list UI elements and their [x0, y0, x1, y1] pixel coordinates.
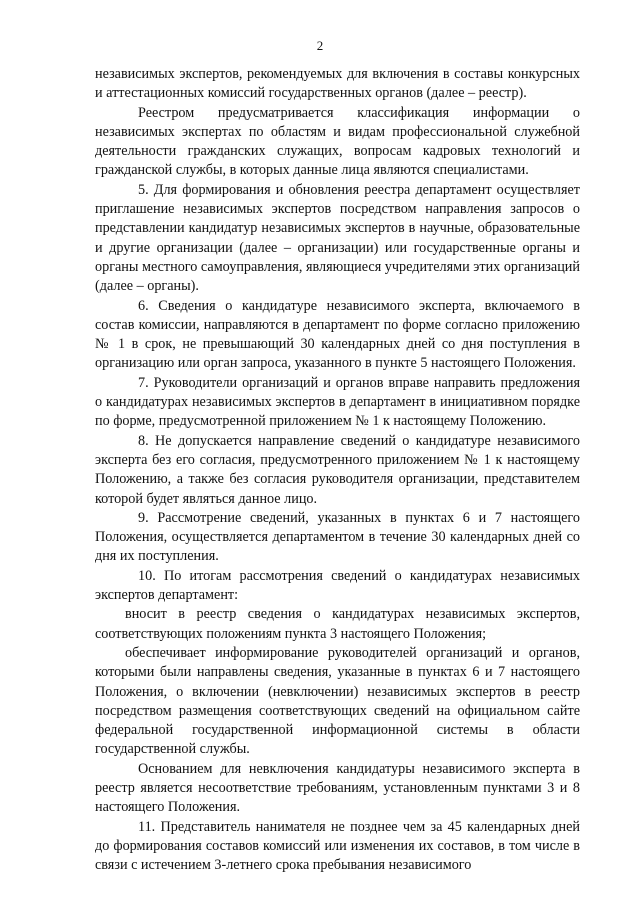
- paragraph-item-10: 10. По итогам рассмотрения сведений о кандидатурах независимых экспертов департамент:: [95, 567, 580, 604]
- paragraph-item-10-sub-2: обеспечивает информирование руководителей организаций и органов, которыми были направлены сведения, указанные в пунктах 6 и 7 настоящего Положения, о включении (невключении) независимых экспертов в реестр посредством размещения соответствующих сведений на официальном сайте федеральной государственной информационной системы в области государственной службы.: [95, 644, 580, 758]
- paragraph-registry-continuation: независимых экспертов, рекомендуемых для включения в составы конкурсных и аттестационных комиссий государственных органов (далее – реестр).: [95, 66, 580, 102]
- paragraph-registry-classification: Реестром предусматривается классификация информации о независимых экспертах по областям и видам профессиональной служебной деятельности гражданских служащих, вопросам кадровых технологий и гражданской службы, в которых данные лица являются специалистами.: [95, 104, 580, 179]
- page-number: 2: [316, 38, 324, 53]
- paragraph-item-5: 5. Для формирования и обновления реестра департамент осуществляет приглашение независимых экспертов посредством направления запросов о представлении кандидатур независимых экспертов в научные, образовательные и другие организации (далее – организации) или государственные органы и органы местного самоуправления, являющиеся учредителями этих организаций (далее – органы).: [95, 181, 580, 295]
- document-body: [95, 65, 580, 875]
- paragraph-item-10-sub-1: вносит в реестр сведения о кандидатурах независимых экспертов, соответствующих положениям пункта 3 настоящего Положения;: [95, 606, 580, 642]
- paragraph-item-9: 9. Рассмотрение сведений, указанных в пунктах 6 и 7 настоящего Положения, осуществляется департаментом в течение 30 календарных дней со дня их поступления.: [95, 509, 580, 565]
- paragraph-non-inclusion-grounds: Основанием для невключения кандидатуры независимого эксперта в реестр является несоответствие требованиям, установленным пунктами 3 и 8 настоящего Положения.: [95, 760, 580, 816]
- paragraph-item-7: 7. Руководители организаций и органов вправе направить предложения о кандидатурах независимых экспертов в департамент в инициативном порядке по форме, предусмотренной приложением № 1 к настоящему Положению.: [95, 374, 580, 430]
- paragraph-item-6: 6. Сведения о кандидатуре независимого эксперта, включаемого в состав комиссии, направляются в департамент по форме согласно приложению № 1 в срок, не превышающий 30 календарных дней со дня поступления в организацию или орган запроса, указанного в пункте 5 настоящего Положения.: [95, 297, 580, 372]
- paragraph-item-11: 11. Представитель нанимателя не позднее чем за 45 календарных дней до формирования составов комиссий или изменения их составов, в том числе в связи с истечением 3-летнего срока пребывания независимого: [95, 818, 580, 874]
- paragraph-item-8: 8. Не допускается направление сведений о кандидатуре независимого эксперта без его согласия, предусмотренного приложением № 1 к настоящему Положению, а также без согласия руководителя организации, представителем которой будет являться данное лицо.: [95, 432, 580, 507]
